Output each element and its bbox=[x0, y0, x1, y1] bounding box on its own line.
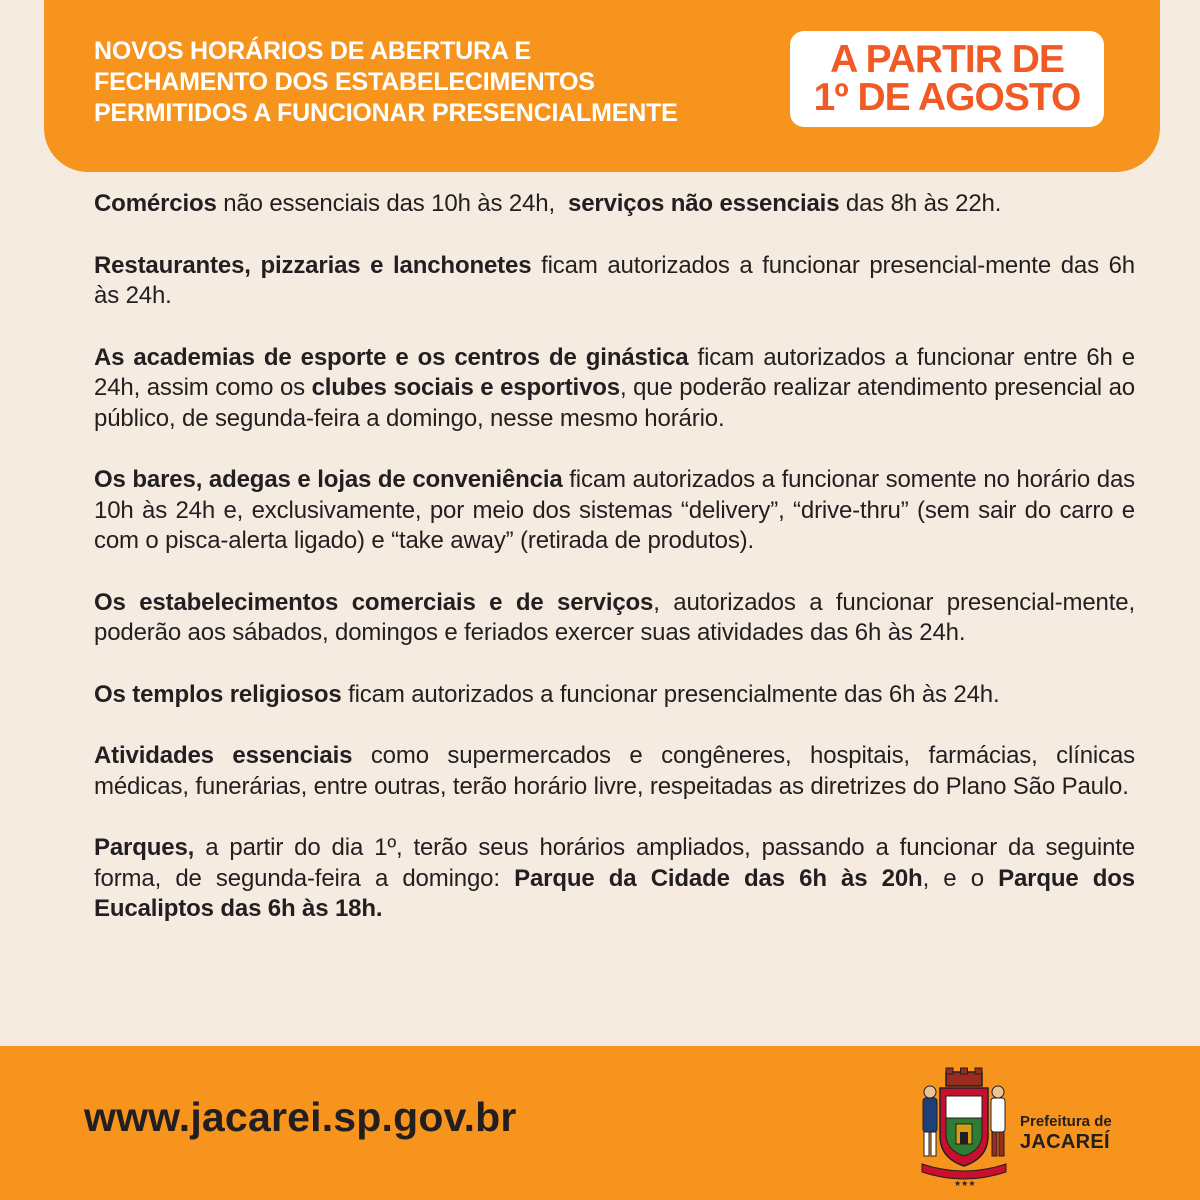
bold-text: Os templos religiosos bbox=[94, 680, 342, 708]
coat-of-arms-icon bbox=[916, 1066, 1012, 1188]
org-name-line1: Prefeitura de bbox=[1020, 1113, 1112, 1130]
bold-text: As academias de esporte e os centros de ginástica bbox=[94, 343, 689, 371]
paragraph-temples bbox=[94, 680, 1135, 711]
paragraph-bars bbox=[94, 465, 1135, 557]
paragraph-commerce bbox=[94, 189, 1135, 220]
website-link[interactable]: www.jacarei.sp.gov.br bbox=[84, 1094, 517, 1140]
bold-text: Restaurantes, pizzarias e lanchonetes bbox=[94, 251, 532, 279]
bold-text: Comércios bbox=[94, 190, 217, 217]
header-banner bbox=[44, 0, 1160, 172]
body-text: das 8h às 22h. bbox=[839, 190, 1002, 217]
body-text: ficam autorizados a funcionar entre 6h e 24h, assim como os bbox=[94, 343, 1135, 401]
bold-text: clubes sociais e esportivos bbox=[311, 374, 620, 401]
body-text: como supermercados e congêneres, hospitais, farmácias, clínicas médicas, funerárias, entre outras, terão horário livre, respeitadas as diretrizes do Plano São Paulo. bbox=[94, 742, 1135, 800]
date-badge-line: 1º DE AGOSTO bbox=[813, 76, 1081, 119]
paragraph-restaurants bbox=[94, 251, 1135, 312]
paragraph-establishments bbox=[94, 588, 1135, 649]
bold-text: Atividades essenciais bbox=[94, 742, 353, 769]
date-badge-line: A PARTIR DE bbox=[830, 38, 1064, 81]
body-text: ficam autorizados a funcionar presencial-mente das 6h às 24h. bbox=[94, 251, 1135, 309]
body-text: a partir do dia 1º, terão seus horários ampliados, passando a funcionar da seguinte forma, de segunda-feira a domingo: bbox=[94, 834, 1135, 892]
bold-text: Os bares, adegas e lojas de conveniência bbox=[94, 466, 563, 493]
header-title bbox=[94, 36, 774, 129]
announcement-body bbox=[94, 189, 1135, 925]
bold-text: Parque dos Eucaliptos das 6h às 18h. bbox=[94, 864, 1135, 922]
paragraph-gyms bbox=[94, 343, 1135, 435]
date-badge bbox=[790, 31, 1104, 127]
body-text: ficam autorizados a funcionar presencialmente das 6h às 24h. bbox=[341, 680, 1000, 708]
body-text: não essenciais das 10h às 24h, bbox=[216, 190, 568, 217]
org-name bbox=[1020, 1112, 1112, 1152]
org-name-line2: JACAREÍ bbox=[1020, 1131, 1110, 1153]
header-title-line: NOVOS HORÁRIOS DE ABERTURA E bbox=[94, 37, 532, 65]
header-title-line: PERMITIDOS A FUNCIONAR PRESENCIALMENTE bbox=[94, 99, 678, 127]
bold-text: Os estabelecimentos comerciais e de serviços bbox=[94, 588, 654, 616]
body-text: , que poderão realizar atendimento presencial ao público, de segunda-feira a domingo, nesse mesmo horário. bbox=[94, 374, 1135, 432]
bold-text: Parques, bbox=[94, 834, 195, 861]
body-text: , autorizados a funcionar presencial-mente, poderão aos sábados, domingos e feriados exercer suas atividades das 6h às 24h. bbox=[94, 588, 1135, 646]
bold-text: serviços não essenciais bbox=[568, 190, 840, 217]
paragraph-parks bbox=[94, 833, 1135, 925]
footer-bar bbox=[0, 1046, 1200, 1200]
body-text: , e o bbox=[922, 864, 999, 892]
body-text: ficam autorizados a funcionar somente no horário das 10h às 24h e, exclusivamente, por meio dos sistemas “delivery”, “drive-thru” (sem sair do carro e com o pisca-alerta ligado) e “take away” (retirada de produtos). bbox=[94, 466, 1135, 554]
header-title-line: FECHAMENTO DOS ESTABELECIMENTOS bbox=[94, 68, 595, 96]
svg-text:★★★: ★★★ bbox=[954, 1179, 976, 1188]
bold-text: Parque da Cidade das 6h às 20h bbox=[514, 864, 923, 892]
paragraph-essential bbox=[94, 741, 1135, 802]
